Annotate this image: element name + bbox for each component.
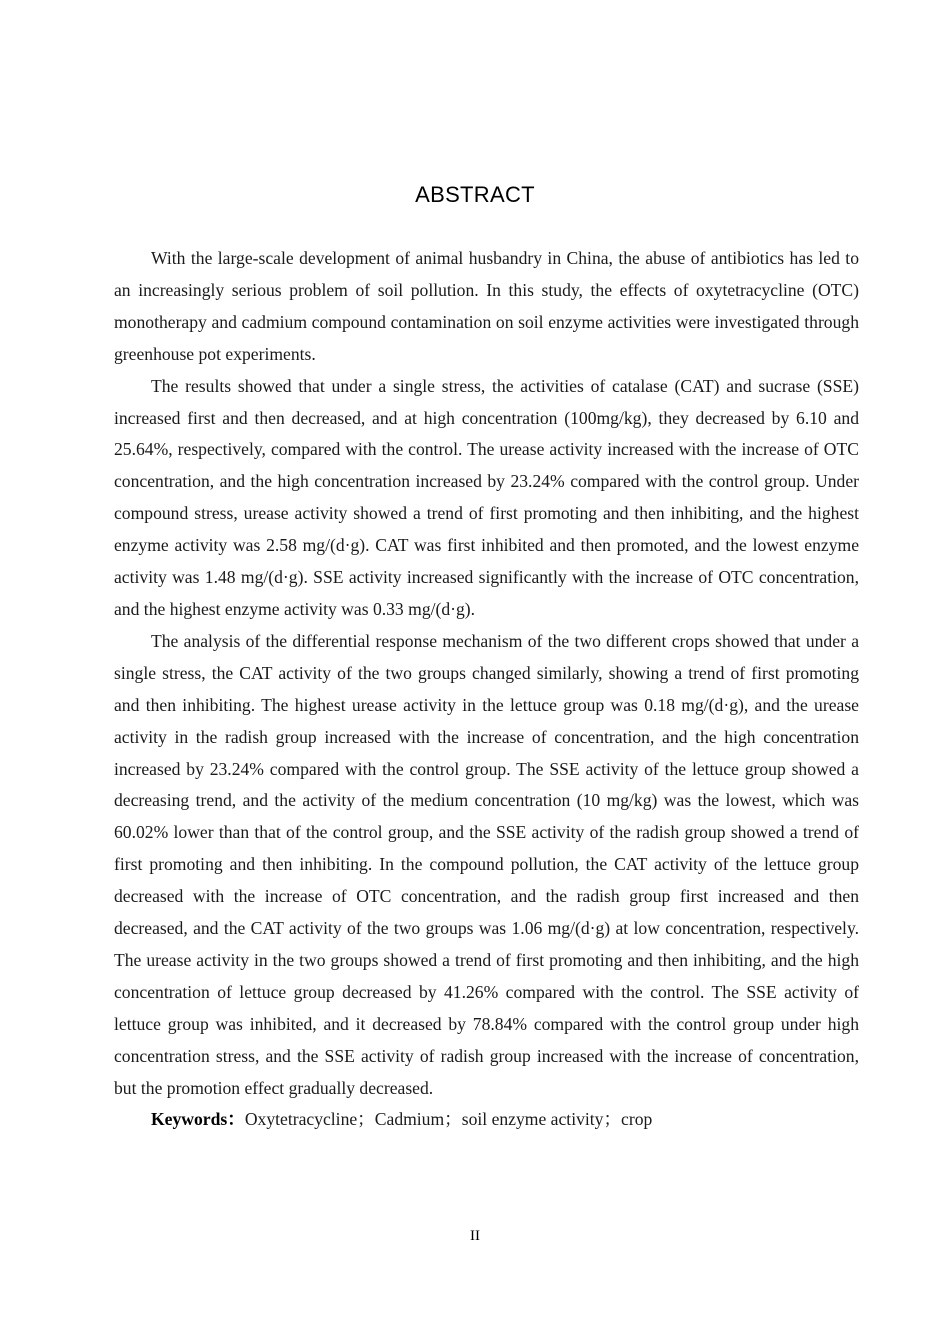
keywords-line [114, 1104, 859, 1136]
abstract-paragraph-1: With the large-scale development of animal husbandry in China, the abuse of antibiotics has led to an increasingly serious problem of soil pollution. In this study, the effects of oxytetracycline (OTC) monotherapy and cadmium compound contamination on soil enzyme activities were investigated through greenhouse pot experiments. [114, 248, 859, 364]
keywords-text: Oxytetracycline；Cadmium；soil enzyme activity；crop [244, 1109, 653, 1130]
keywords-label: Keywords： [151, 1109, 245, 1130]
abstract-title: ABSTRACT [415, 182, 535, 207]
abstract-body [114, 243, 859, 1136]
abstract-paragraph-3: The analysis of the differential response mechanism of the two different crops showed that under a single stress, the CAT activity of the two groups changed similarly, showing a trend of first promoting and then inhibiting. The highest urease activity in the lettuce group was 0.18 mg/(d·g), and the urease activity in the radish group increased with the increase of concentration, and the high concentration increased by 23.24% compared with the control group. The SSE activity of the lettuce group showed a decreasing trend, and the activity of the medium concentration (10 mg/kg) was the lowest, which was 60.02% lower than that of the control group, and the SSE activity of the radish group showed a trend of first promoting and then inhibiting. In the compound pollution, the CAT activity of the lettuce group decreased with the increase of OTC concentration, and the radish group first increased and then decreased, and the CAT activity of the two groups was 1.06 mg/(d·g) at low concentration, respectively. The urease activity in the two groups showed a trend of first promoting and then inhibiting, and the high concentration of lettuce group decreased by 41.26% compared with the control. The SSE activity of lettuce group was inhibited, and it decreased by 78.84% compared with the control group under high concentration stress, and the SSE activity of radish group increased with the increase of concentration, but the promotion effect gradually decreased. [114, 630, 859, 1098]
page-number: II [470, 1228, 480, 1244]
abstract-paragraph-2: The results showed that under a single stress, the activities of catalase (CAT) and sucrase (SSE) increased first and then decreased, and at high concentration (100mg/kg), they decreased by 6.10 and 25.64%, respectively, compared with the control. The urease activity increased with the increase of OTC concentration, and the high concentration increased by 23.24% compared with the control group. Under compound stress, urease activity showed a trend of first promoting and then inhibiting, and the highest enzyme activity was 2.58 mg/(d·g). CAT was first inhibited and then promoted, and the lowest enzyme activity was 1.48 mg/(d·g). SSE activity increased significantly with the increase of OTC concentration, and the highest enzyme activity was 0.33 mg/(d·g). [114, 375, 859, 619]
